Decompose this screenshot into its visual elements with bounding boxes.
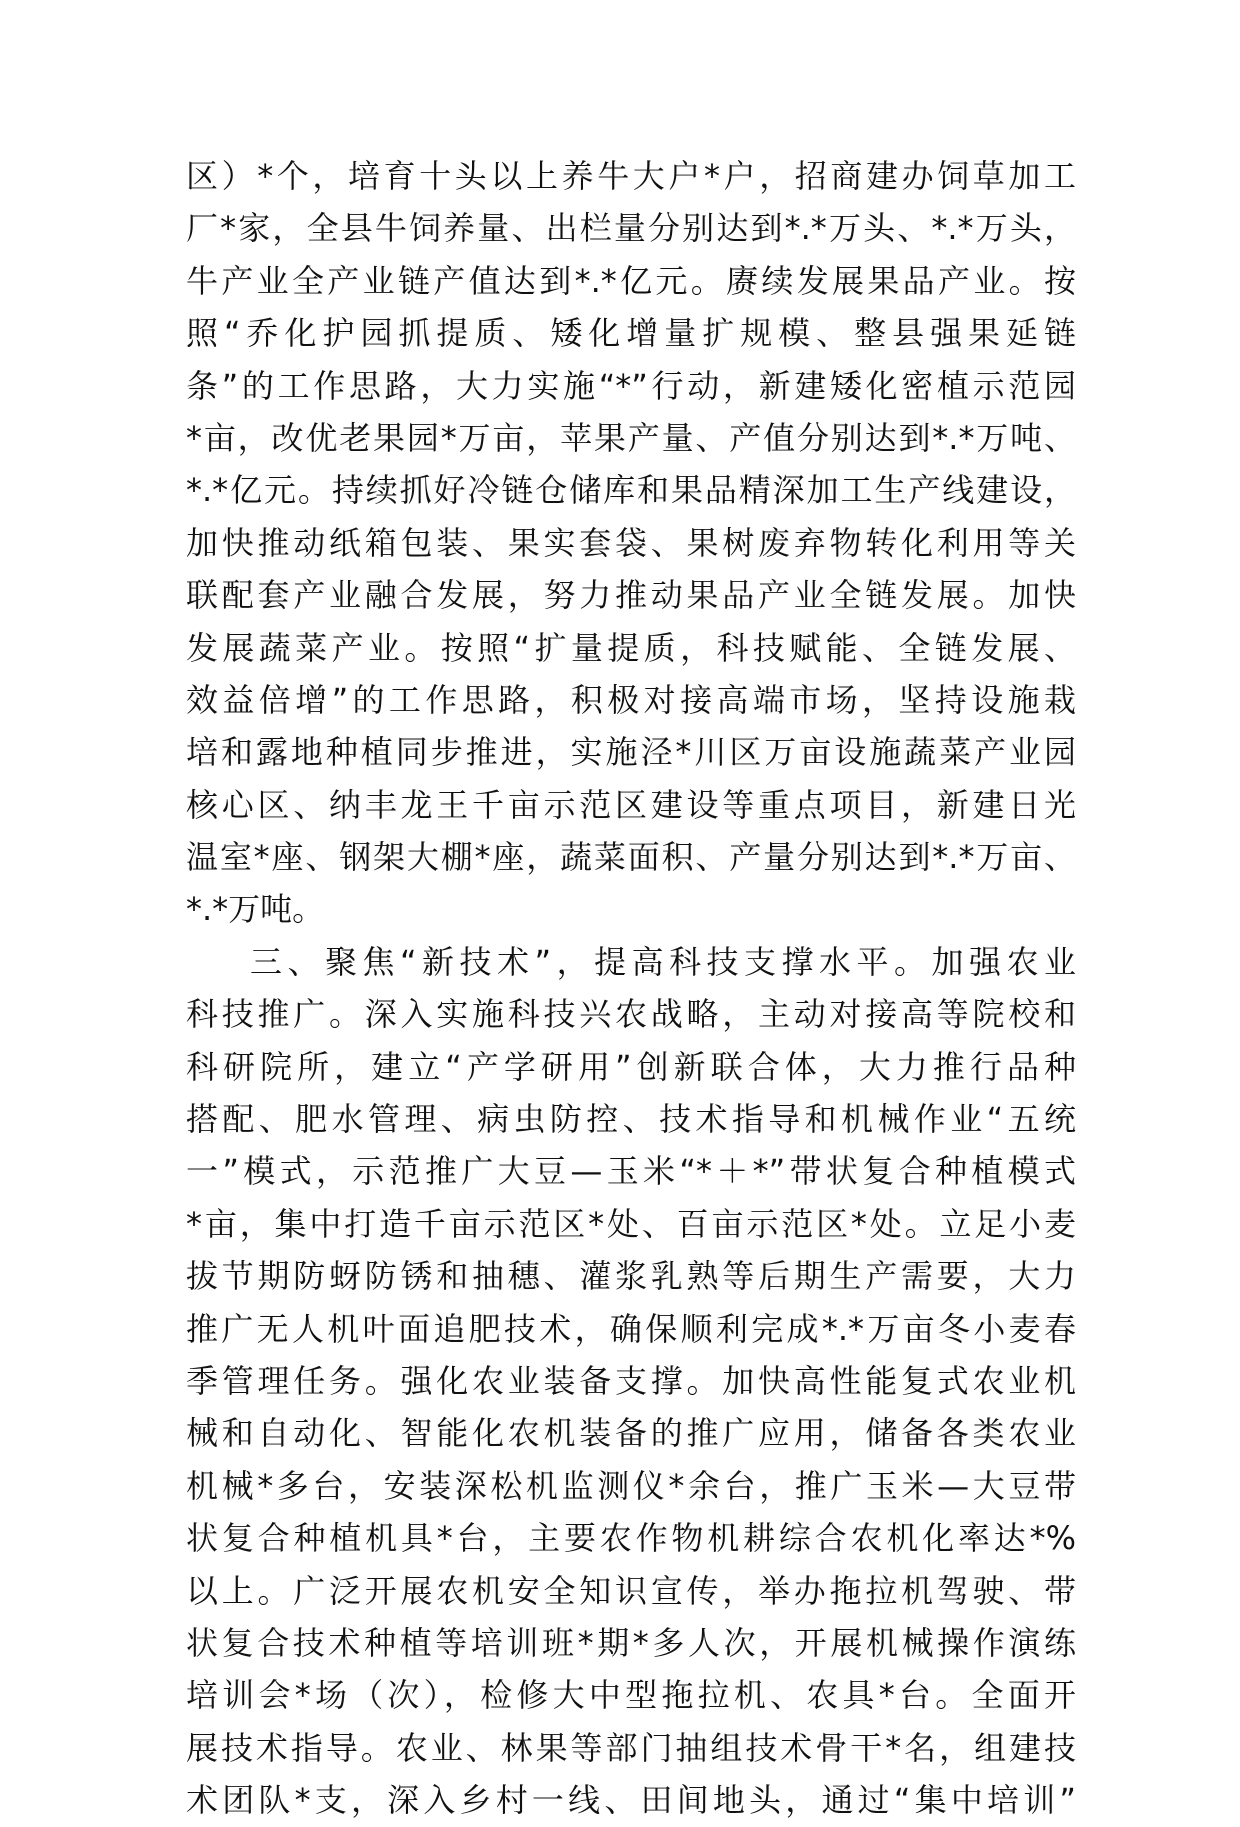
section-heading-line: 三、聚焦“新技术”，提高科技支撑水平。加强农业 bbox=[250, 942, 1076, 981]
body-text bbox=[186, 150, 1076, 1827]
text-line: 照“乔化护园抓提质、矮化增量扩规模、整县强果延链 bbox=[186, 314, 1076, 353]
text-line: 推广无人机叶面追肥技术，确保顺利完成*.*万亩冬小麦春 bbox=[186, 1309, 1076, 1348]
text-line: 展技术指导。农业、林果等部门抽组技术骨干*名，组建技 bbox=[186, 1728, 1076, 1767]
paragraph-end-line: *.*万吨。 bbox=[186, 890, 325, 929]
text-line: 核心区、纳丰龙王千亩示范区建设等重点项目，新建日光 bbox=[186, 785, 1076, 824]
text-line: 状复合种植机具*台，主要农作物机耕综合农机化率达*% bbox=[186, 1519, 1076, 1558]
text-line: *亩，改优老果园*万亩，苹果产量、产值分别达到*.*万吨、 bbox=[186, 418, 1076, 457]
text-line: 机械*多台，安装深松机监测仪*余台，推广玉米—大豆带 bbox=[186, 1466, 1076, 1505]
text-line: 拔节期防蚜防锈和抽穗、灌浆乳熟等后期生产需要，大力 bbox=[186, 1257, 1076, 1296]
text-line: 联配套产业融合发展，努力推动果品产业全链发展。加快 bbox=[186, 576, 1076, 615]
text-line: 牛产业全产业链产值达到*.*亿元。赓续发展果品产业。按 bbox=[186, 261, 1076, 300]
text-line: 术团队*支，深入乡村一线、田间地头，通过“集中培训” bbox=[186, 1781, 1076, 1820]
text-line: 以上。广泛开展农机安全知识宣传，举办拖拉机驾驶、带 bbox=[186, 1571, 1076, 1610]
text-line: 械和自动化、智能化农机装备的推广应用，储备各类农业 bbox=[186, 1414, 1076, 1453]
text-line: 厂*家，全县牛饲养量、出栏量分别达到*.*万头、*.*万头， bbox=[186, 209, 1076, 248]
text-line: 季管理任务。强化农业装备支撑。加快高性能复式农业机 bbox=[186, 1361, 1076, 1400]
text-line: 科技推广。深入实施科技兴农战略，主动对接高等院校和 bbox=[186, 995, 1076, 1034]
text-line: 发展蔬菜产业。按照“扩量提质，科技赋能、全链发展、 bbox=[186, 628, 1076, 667]
text-line: 状复合技术种植等培训班*期*多人次，开展机械操作演练 bbox=[186, 1623, 1076, 1662]
text-line: 一”模式，示范推广大豆—玉米“*＋*”带状复合种植模式 bbox=[186, 1152, 1076, 1191]
text-line: 搭配、肥水管理、病虫防控、技术指导和机械作业“五统 bbox=[186, 1100, 1076, 1139]
text-line: 条”的工作思路，大力实施“*”行动，新建矮化密植示范园 bbox=[186, 366, 1076, 405]
text-line: 区）*个，培育十头以上养牛大户*户，招商建办饲草加工 bbox=[186, 157, 1076, 195]
text-line: 培和露地种植同步推进，实施泾*川区万亩设施蔬菜产业园 bbox=[186, 733, 1076, 772]
text-line: *亩，集中打造千亩示范区*处、百亩示范区*处。立足小麦 bbox=[186, 1204, 1076, 1243]
text-line: *.*亿元。持续抓好冷链仓储库和果品精深加工生产线建设， bbox=[186, 471, 1076, 510]
text-line: 加快推动纸箱包装、果实套袋、果树废弃物转化利用等关 bbox=[186, 523, 1076, 562]
text-line: 效益倍增”的工作思路，积极对接高端市场，坚持设施栽 bbox=[186, 680, 1076, 719]
text-line: 温室*座、钢架大棚*座，蔬菜面积、产量分别达到*.*万亩、 bbox=[186, 838, 1076, 877]
text-line: 培训会*场（次），检修大中型拖拉机、农具*台。全面开 bbox=[186, 1676, 1076, 1715]
text-line: 科研院所，建立“产学研用”创新联合体，大力推行品种 bbox=[186, 1047, 1076, 1086]
